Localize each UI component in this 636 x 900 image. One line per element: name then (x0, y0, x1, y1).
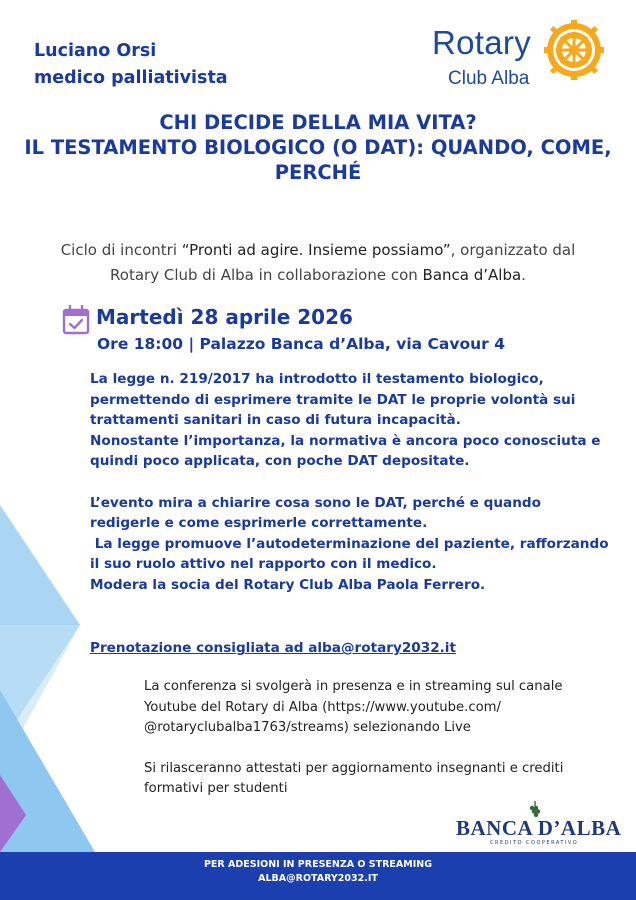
conference-line: formativi per studenti (144, 781, 288, 796)
description-paragraph: Nonostante l’importanza, la normativa è ancora poco conosciuta e quindi poco applicata, con poche DAT depositate. (90, 432, 606, 470)
speaker-name: Luciano Orsi (34, 41, 157, 61)
conference-line: La conferenza si svolgerà in presenza e in streaming sul canale (144, 679, 563, 694)
intro-paragraph (40, 238, 596, 288)
conference-line: Youtube del Rotary di Alba (https://www.youtube.com/ (144, 699, 501, 715)
conference-line: @rotaryclubalba1763/streams) selezionando Live (144, 720, 471, 735)
violet-triangle (0, 775, 26, 852)
description-paragraph: La legge n. 219/2017 ha introdotto il testamento biologico, permettendo di esprimere tramite le DAT le proprie volontà sui trattamenti sanitari in caso di futura incapacità. (90, 371, 581, 429)
rotary-logo-word: Rotary (432, 24, 531, 61)
event-date: Martedì 28 aprile 2026 (96, 305, 353, 329)
footer-bar (0, 852, 636, 900)
rotary-club-logo (432, 16, 608, 96)
booking-link[interactable]: Prenotazione consigliata ad alba@rotary2032.it (90, 640, 456, 656)
light-blue-triangle-upper (0, 505, 80, 745)
description-paragraph: L’evento mira a chiarire cosa sono le DAT, perché e quando redigerle e come esprimerle correttamente. (90, 494, 546, 532)
conference-line: Si rilasceranno attestati per aggiornamento insegnanti e crediti (144, 760, 564, 776)
club-alba-word: Club Alba (448, 68, 530, 89)
title-line-1: CHI DECIDE DELLA MIA VITA? (159, 111, 477, 134)
description-paragraph: La legge promuove l’autodeterminazione del paziente, rafforzando il suo ruolo attivo nel rapporto con il medico. (90, 535, 614, 573)
rotary-wheel-icon (542, 18, 606, 82)
intro-part-2: , organizzato dal Rotary Club di Alba in collaborazione con (110, 241, 576, 284)
title-line-2: IL TESTAMENTO BIOLOGICO (O DAT): QUANDO, COME, (24, 136, 612, 159)
event-time-place: Ore 18:00 | Palazzo Banca d’Alba, via Cavour 4 (97, 335, 505, 353)
intro-bank-name: Banca d’Alba (422, 266, 522, 284)
title-line-3: PERCHÉ (274, 161, 362, 184)
intro-series-name: “Pronti ad agire. Insieme possiamo” (181, 241, 451, 259)
banca-alba-logo (456, 800, 622, 852)
intro-part-1: Ciclo di incontri (60, 241, 182, 259)
footer-line-1: PER ADESIONI IN PRESENZA O STREAMING (203, 859, 433, 870)
pale-blue-triangle (0, 625, 80, 770)
event-title (0, 110, 636, 185)
banca-logo-subtitle: CREDITO COOPERATIVO (490, 840, 579, 846)
banca-logo-name: BANCA D’ALBA (456, 816, 622, 840)
footer-email[interactable]: ALBA@ROTARY2032.IT (258, 873, 378, 884)
event-description (90, 369, 614, 596)
speaker-role: medico palliativista (34, 68, 228, 88)
conference-info (144, 677, 584, 800)
calendar-check-icon (62, 305, 90, 335)
description-paragraph: Modera la socia del Rotary Club Alba Paola Ferrero. (90, 576, 486, 593)
intro-part-3: . (521, 266, 526, 284)
speaker-block (34, 38, 228, 92)
light-blue-triangle-lower (0, 690, 95, 852)
